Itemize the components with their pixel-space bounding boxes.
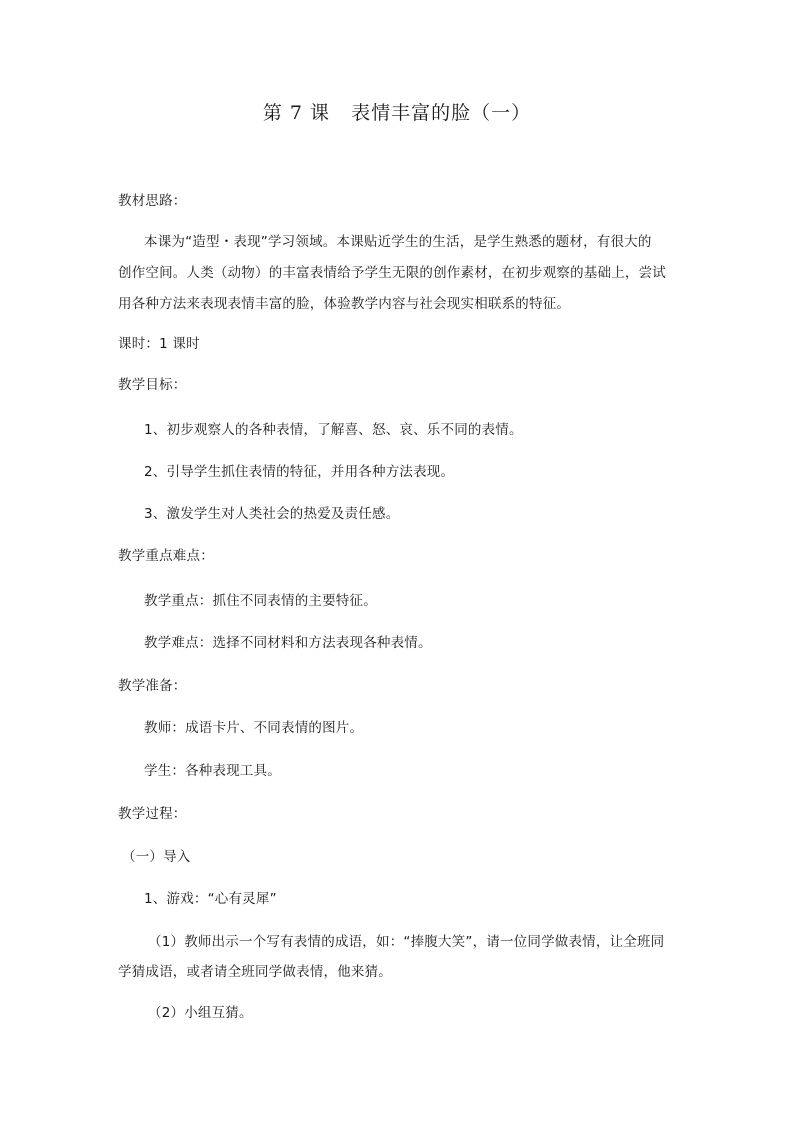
prep-student: 学生：各种表现工具。 [144, 763, 281, 779]
class-hours: 课时：1 课时 [118, 336, 200, 352]
section-key-points-heading: 教学重点难点： [118, 548, 214, 564]
process-step-1: 1、游戏：“心有灵犀” [144, 891, 277, 907]
section-prep-heading: 教学准备： [118, 678, 187, 694]
process-sub-1-line-1: （1）教师出示一个写有表情的成语，如：“捧腹大笑”，请一位同学做表情，让全班同 [148, 934, 665, 950]
material-paragraph-line-2: 创作空间。人类（动物）的丰富表情给予学生无限的创作素材，在初步观察的基础上，尝试 [118, 265, 666, 281]
process-sub-1-line-2: 学猜成语，或者请全班同学做表情，他来猜。 [118, 964, 392, 980]
difficulty-point: 教学难点：选择不同材料和方法表现各种表情。 [144, 635, 432, 651]
process-part-1: （一）导入 [122, 849, 191, 865]
material-paragraph-line-1: 本课为“造型・表现”学习领域。本课贴近学生的生活，是学生熟悉的题材，有很大的 [144, 234, 652, 250]
material-paragraph-line-3: 用各种方法来表现表情丰富的脸，体验教学内容与社会现实相联系的特征。 [118, 296, 571, 312]
lesson-title: 第 7 课 表情丰富的脸（一） [262, 102, 532, 124]
section-process-heading: 教学过程： [118, 806, 187, 822]
section-material-heading: 教材思路： [118, 193, 187, 209]
goal-item-2: 2、引导学生抓住表情的特征，并用各种方法表现。 [144, 464, 455, 480]
process-sub-2: （2）小组互猜。 [148, 1005, 253, 1021]
goal-item-3: 3、激发学生对人类社会的热爱及责任感。 [144, 506, 400, 522]
section-goals-heading: 教学目标： [118, 377, 187, 393]
goal-item-1: 1、初步观察人的各种表情，了解喜、怒、哀、乐不同的表情。 [144, 422, 523, 438]
prep-teacher: 教师：成语卡片、不同表情的图片。 [144, 720, 364, 736]
key-point: 教学重点：抓住不同表情的主要特征。 [144, 593, 377, 609]
